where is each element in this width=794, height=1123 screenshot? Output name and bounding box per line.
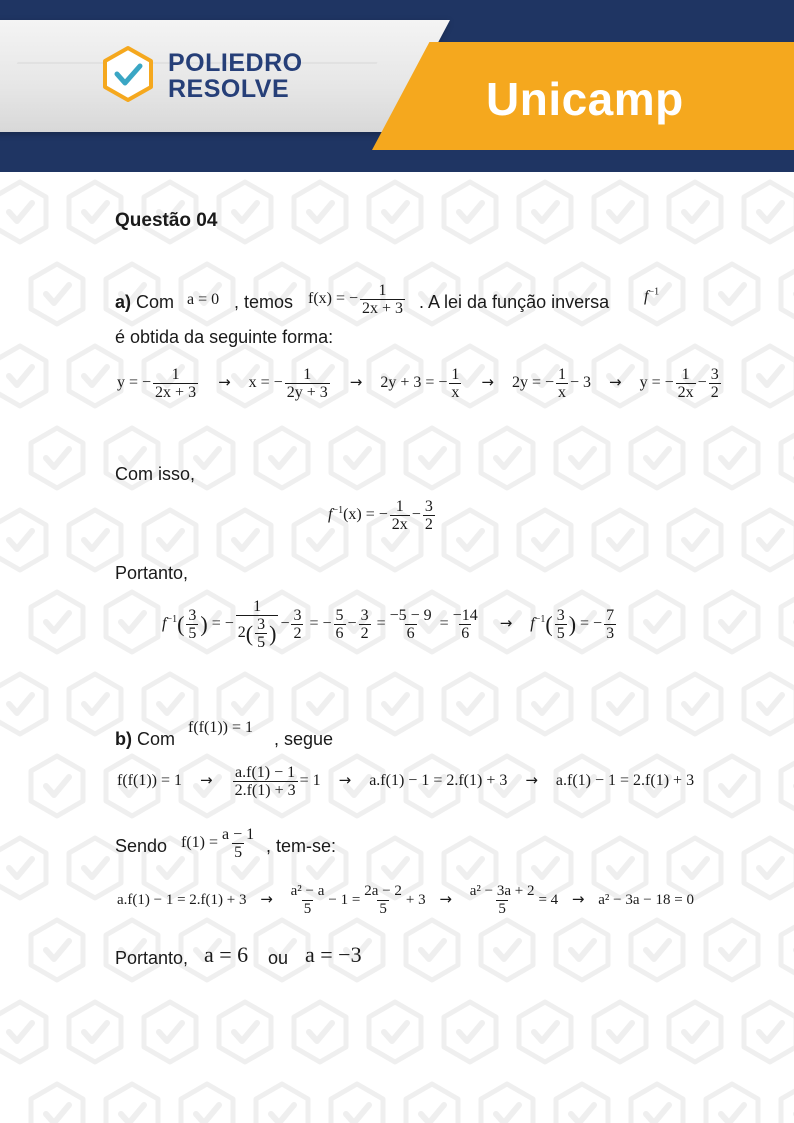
chain-5-num: 1 [681, 366, 690, 383]
eval-step2 [334, 607, 346, 642]
chain-1-lhs: y = − [117, 374, 152, 392]
b2-frac2-num: 2a − 2 [364, 883, 402, 899]
finv-f: f [644, 288, 649, 305]
inv-exp: −1 [332, 504, 344, 516]
b2-tail: + 3 [405, 891, 426, 908]
arrow-icon: → [218, 373, 231, 392]
brand-line2: RESOLVE [168, 75, 290, 103]
text-obtida: é obtida da seguinte forma: [115, 327, 334, 347]
arrow-icon: → [338, 771, 352, 790]
text-lei-inversa: . A lei da função inversa [419, 292, 610, 312]
arrow-icon: → [260, 889, 273, 908]
eval-result-arg-den: 5 [556, 625, 565, 642]
chain-4-frac [556, 366, 568, 401]
b2-mid: − 1 = [328, 891, 361, 908]
finv-exp: −1 [648, 286, 660, 298]
chain-3-num: 1 [451, 366, 460, 383]
arrow-icon: → [571, 889, 585, 908]
text-com-isso: Com isso, [115, 464, 196, 484]
f1-num: a − 1 [222, 826, 255, 843]
chain-2-den: 2y + 3 [286, 384, 328, 401]
paren: ) [269, 621, 277, 646]
text-ou: ou [268, 948, 289, 968]
b2-frac1-num: a² − a [290, 883, 325, 899]
chain-1-den: 2x + 3 [155, 384, 197, 401]
question-title: Questão 04 [115, 210, 218, 231]
eval-inner-den: 5 [257, 634, 266, 651]
chain-4-num: 1 [558, 366, 567, 383]
chain-step-1 [117, 366, 200, 401]
chain-2-frac [285, 366, 330, 401]
chain-5-lhs: y = − [639, 374, 674, 392]
paren: ) [200, 611, 208, 637]
inv-frac2 [423, 498, 435, 533]
eval-step1-inner [255, 616, 267, 651]
eval-step4 [451, 607, 480, 642]
inv-mid: − [411, 506, 421, 524]
b1-step4: a.f(1) − 1 = 2.f(1) + 3 [555, 772, 695, 790]
fx-den: 2x + 3 [362, 300, 404, 317]
fx-lhs: f(x) = − [308, 290, 359, 308]
b1-step1: f(f(1)) = 1 [117, 772, 182, 790]
eval-step3 [388, 607, 434, 642]
inv-arg: (x) = − [343, 506, 388, 524]
part-b-com: Com [137, 729, 176, 749]
chain-5-frac2 [709, 366, 721, 401]
chain-step-4 [511, 366, 592, 401]
text-portanto-a: Portanto, [115, 563, 189, 583]
b2-frac1 [289, 883, 327, 918]
fx-fraction [360, 282, 405, 317]
eval-step2-num: 5 [335, 607, 344, 624]
eval-step2-den: 6 [335, 625, 344, 642]
eval-step1-coef: 2 [237, 624, 246, 642]
inv-num2: 3 [424, 498, 433, 515]
eval-tail2-den: 2 [360, 625, 369, 642]
part-a-com: Com [136, 292, 175, 312]
chain-step-5 [639, 366, 723, 401]
inv-den: 2x [391, 516, 408, 533]
eval-step2-tail [359, 607, 371, 642]
b1-step3: a.f(1) − 1 = 2.f(1) + 3 [369, 772, 508, 790]
inv-f: f [328, 506, 333, 524]
text-sendo: Sendo [115, 836, 168, 856]
chain-5-den: 2x [677, 384, 694, 401]
paren: ( [545, 611, 553, 637]
inverse-symbol [644, 288, 659, 306]
chain-step-3 [380, 366, 463, 401]
arrow-icon: → [525, 771, 538, 790]
chain-4-den: x [558, 384, 567, 401]
eval-tail2-num: 3 [360, 607, 369, 624]
arrow-icon: → [609, 373, 622, 392]
f1-lhs: f(1) = [181, 834, 219, 852]
arrow-icon: → [439, 889, 452, 908]
chain-3-lhs: 2y + 3 = − [380, 374, 448, 392]
inverse-derivation-chain [117, 366, 723, 401]
solution-1: a = 6 [204, 942, 249, 967]
paren: ( [245, 621, 254, 646]
eval-step4-den: 6 [461, 625, 470, 642]
eval-result-arg [555, 607, 567, 642]
chain-step-2 [248, 366, 332, 401]
chain-2-num: 1 [303, 366, 312, 383]
eval-step3-num: −5 − 9 [389, 607, 432, 624]
eval-step4-num: −14 [452, 607, 478, 624]
eval-inner-num: 3 [257, 616, 266, 633]
eval-result [604, 607, 616, 642]
eval-arg [186, 607, 198, 642]
b2-frac2 [362, 883, 404, 918]
inverse-evaluation: $f^{-1}$( $\frac{3}{5}$ ) = − 1 2( $\frac{3}{5}$ ) − $\frac{3}{2}$ = − $\frac{5}{6}$ − $\frac{3}{2}$ = $\frac{-5 - 9}{6}$ = $\frac{-14}{6}$ → $f^{-1}$( $\frac{3}{5}$ ) = − $\frac{7}{3}$ [162, 598, 615, 651]
b1-step2-tail: = 1 [299, 772, 321, 790]
part-b-intro [115, 728, 175, 750]
part-a-intro [115, 291, 174, 313]
function-definition [308, 282, 407, 317]
chain-3-frac [449, 366, 461, 401]
chain-5-tail: − [697, 374, 707, 392]
b2-frac3 [468, 883, 537, 918]
eval-step1-num: 1 [253, 598, 262, 615]
condition-ff1: f(f(1)) = 1 [188, 719, 253, 736]
eval-step1-tail [291, 607, 303, 642]
b1-step2-den: 2.f(1) + 3 [234, 782, 296, 799]
fx-num: 1 [378, 282, 387, 299]
eval-result-num: 7 [606, 607, 615, 624]
part-b-chain-1 [117, 764, 694, 799]
chain-5-frac [676, 366, 696, 401]
solution-2: a = −3 [305, 942, 362, 967]
eval-f: f [162, 615, 167, 633]
condition-a-zero: a = 0 [187, 291, 220, 308]
part-b-label: b) [115, 729, 132, 749]
paren: ) [568, 611, 577, 637]
eval-step1 [236, 598, 279, 651]
eval-exp: −1 [166, 613, 178, 625]
arrow-icon: → [481, 373, 494, 392]
eval-result-exp: −1 [534, 613, 546, 625]
arrow-icon: → [499, 614, 513, 633]
b2-frac3-num: a² − 3a + 2 [469, 883, 535, 899]
chain-1-frac [153, 366, 198, 401]
chain-2-lhs: x = − [248, 374, 283, 392]
b1-step2-num: a.f(1) − 1 [235, 764, 296, 781]
chain-5-num2: 3 [710, 366, 719, 383]
b2-step1: a.f(1) − 1 = 2.f(1) + 3 [117, 891, 247, 908]
part-b-chain-2 [117, 883, 694, 918]
eval-tail1-num: 3 [293, 607, 302, 624]
b2-frac3-tail: = 4 [538, 891, 559, 908]
eval-arg-num: 3 [188, 607, 197, 624]
inv-frac1 [390, 498, 410, 533]
university-name: Unicamp [486, 73, 684, 125]
text-temse: , tem-se: [266, 836, 337, 856]
b2-frac1-den: 5 [303, 901, 312, 917]
b1-step2-frac [233, 764, 298, 799]
b2-frac3-den: 5 [498, 901, 506, 917]
eval-step1-den [236, 615, 279, 651]
b2-frac2-den: 5 [379, 901, 387, 917]
chain-4-tail: − 3 [570, 374, 592, 392]
inv-num: 1 [395, 498, 404, 515]
f1-frac [220, 826, 256, 861]
arrow-icon: → [200, 771, 213, 790]
eval-arg-den: 5 [188, 625, 197, 642]
text-portanto-b: Portanto, [115, 948, 189, 968]
b2-step4: a² − 3a − 18 = 0 [598, 891, 694, 908]
text-temos: , temos [234, 292, 294, 312]
chain-1-num: 1 [171, 366, 180, 383]
chain-5-den2: 2 [710, 384, 719, 401]
f1-den: 5 [234, 844, 243, 861]
chain-3-den: x [451, 384, 460, 401]
inverse-function-formula [328, 498, 437, 533]
text-segue: , segue [274, 729, 334, 749]
eval-result-arg-num: 3 [556, 607, 565, 624]
arrow-icon: → [349, 373, 363, 392]
eval-tail1-den: 2 [293, 625, 302, 642]
eval-step3-den: 6 [406, 625, 415, 642]
eval-result-f: f [530, 615, 535, 633]
brand-line1: POLIEDRO [168, 49, 303, 77]
eval-result-den: 3 [606, 625, 615, 642]
chain-4-lhs: 2y = − [511, 374, 555, 392]
paren: ( [177, 611, 185, 637]
f1-definition [181, 826, 258, 861]
part-a-label: a) [115, 292, 132, 312]
inv-den2: 2 [424, 516, 433, 533]
